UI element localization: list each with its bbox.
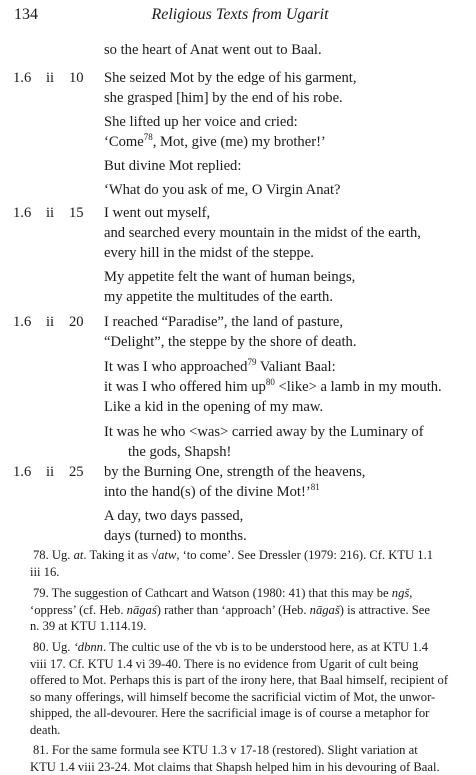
footnote-mark: 80 [265,377,275,387]
running-title: Religious Texts from Ugarit [151,6,329,23]
footnote-mark: 78 [143,132,153,142]
page-header [14,6,466,28]
footnote-mark: 81 [310,482,320,492]
footnote-mark: 79 [247,357,257,367]
page-number: 134 [14,6,38,23]
